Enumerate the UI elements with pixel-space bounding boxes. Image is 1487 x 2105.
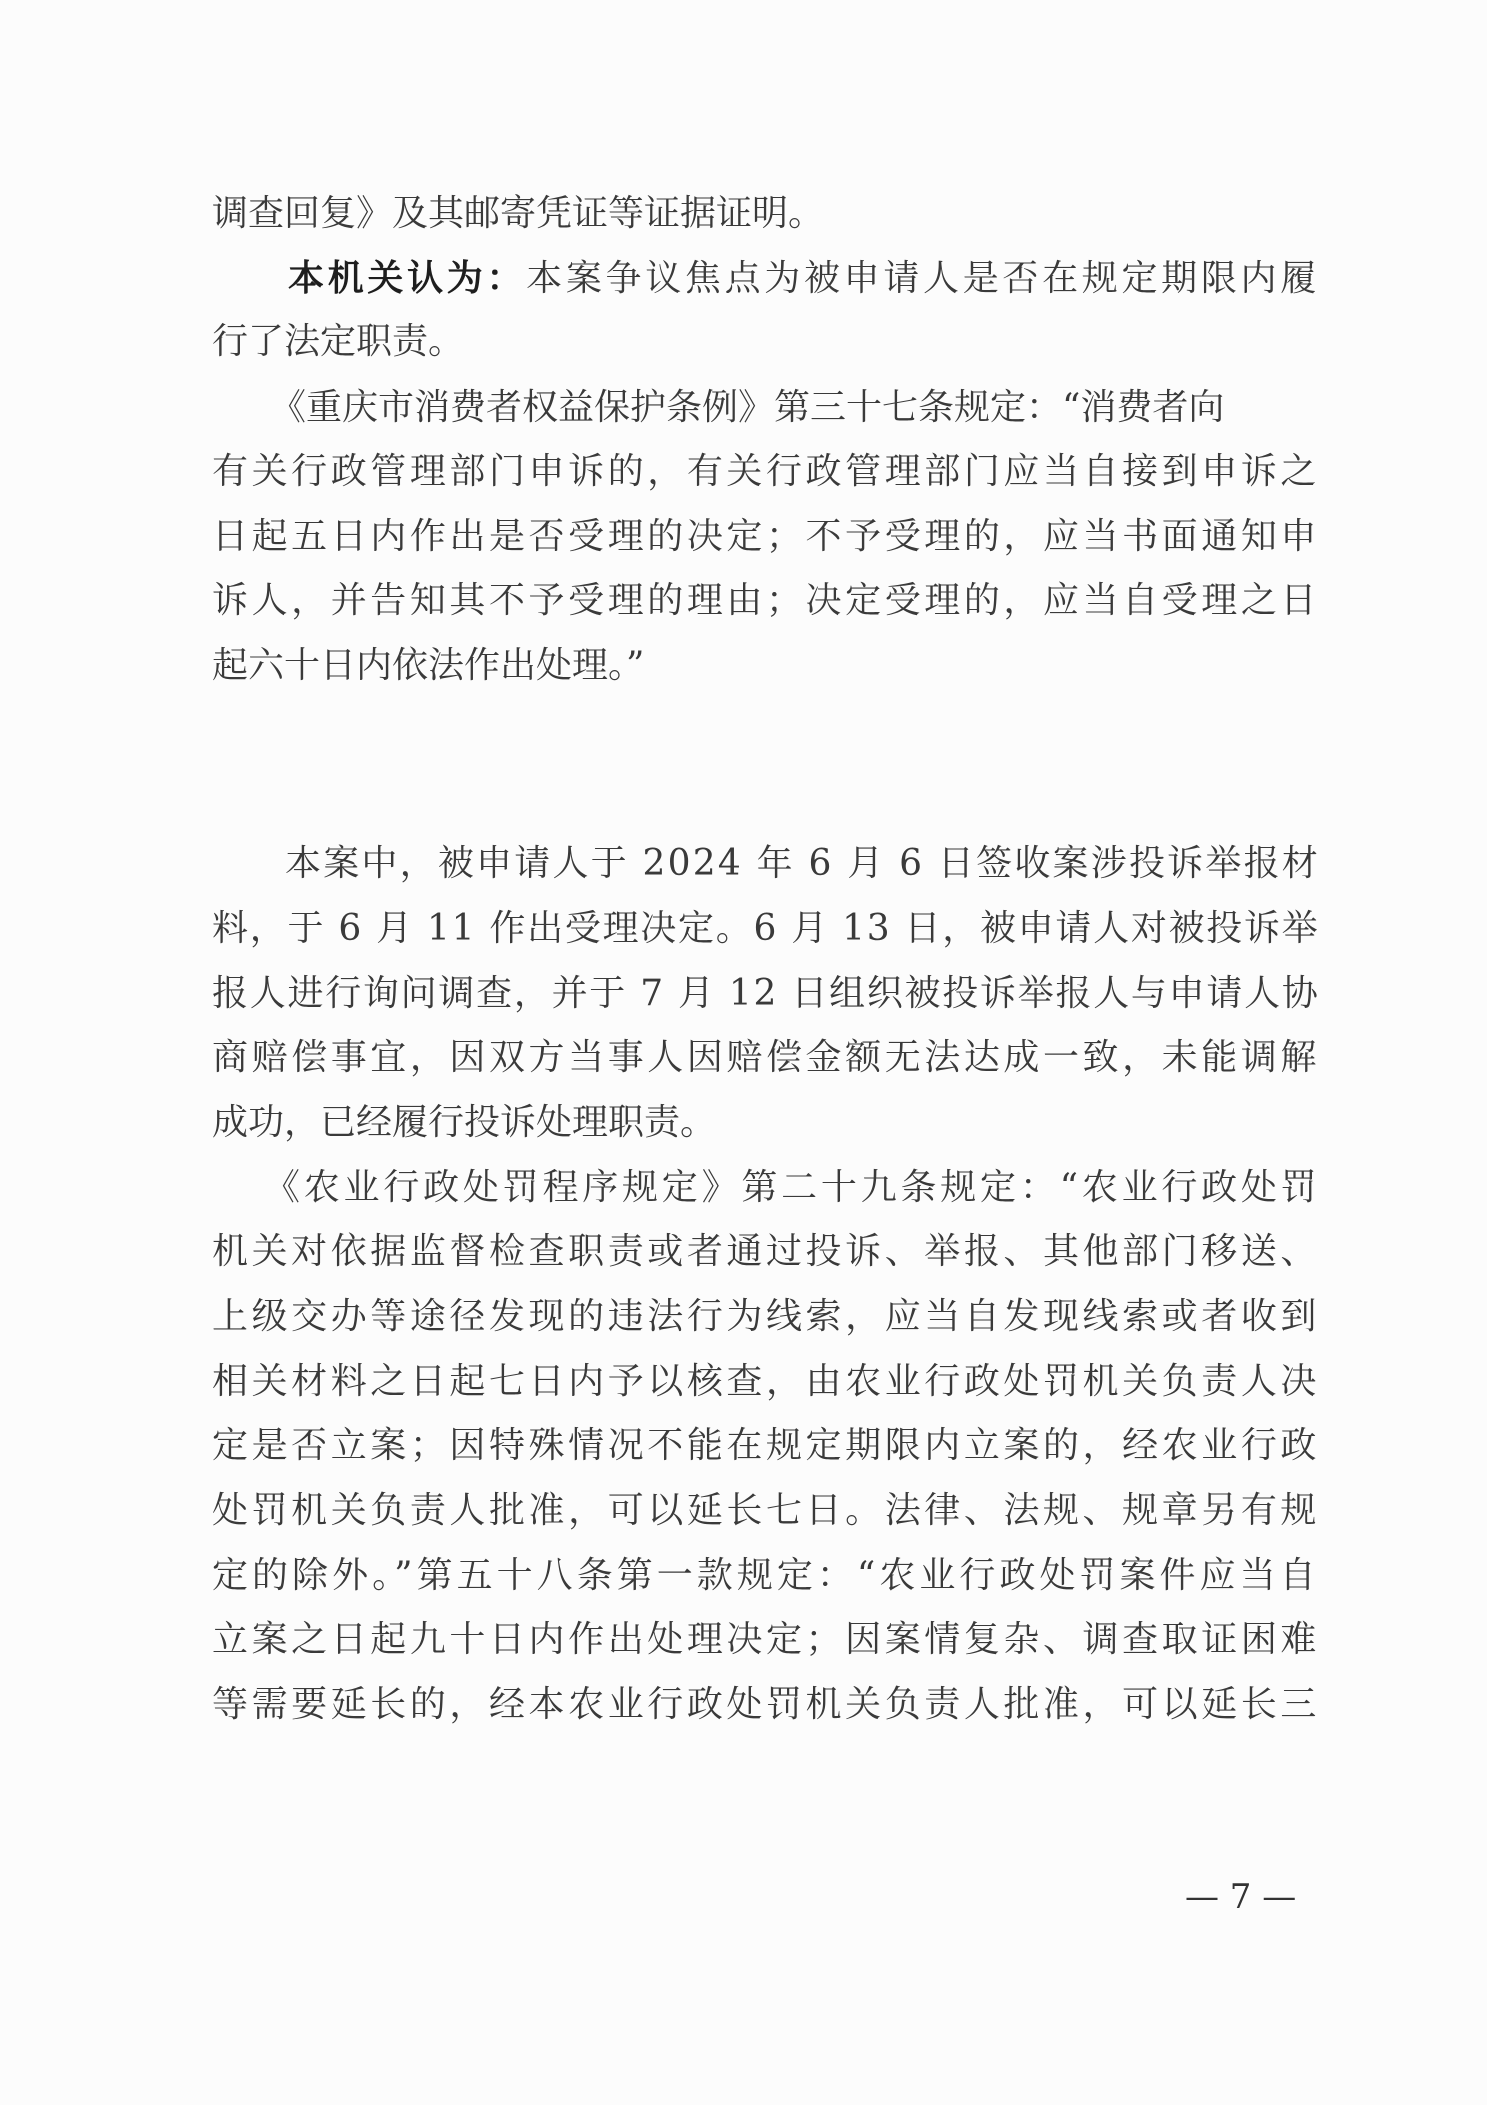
text-line-1: 调查回复》及其邮寄凭证等证据证明。 [212,193,825,234]
text-line-17: 相关材料之日起七日内予以核查，由农业行政处罚机关负责人决 [212,1361,1320,1402]
text-line-5: 有关行政管理部门申诉的，有关行政管理部门应当自接到申诉之 [212,451,1320,492]
text-line-19: 处罚机关负责人批准，可以延长七日。法律、法规、规章另有规 [212,1490,1320,1531]
text-line-12: 商赔偿事宜，因双方当事人因赔偿金额无法达成一致，未能调解 [212,1037,1320,1078]
text-line-8: 起六十日内依法作出处理。” [212,645,645,686]
text-line-18: 定是否立案；因特殊情况不能在规定期限内立案的，经农业行政 [212,1425,1320,1466]
text-line-21: 立案之日起九十日内作出处理决定；因案情复杂、调查取证困难 [212,1619,1320,1660]
text-line-11: 报人进行询问调查，并于 7 月 12 日组织被投诉举报人与申请人协 [212,973,1320,1014]
text-line-15: 机关对依据监督检查职责或者通过投诉、举报、其他部门移送、 [212,1231,1320,1272]
bold-heading-run: 本机关认为： [288,258,527,299]
text-line-10: 料，于 6 月 11 作出受理决定。6 月 13 日，被申请人对被投诉举 [212,908,1320,949]
text-line-9: 本案中，被申请人于 2024 年 6 月 6 日签收案涉投诉举报材 [285,843,1321,884]
text-line-2: 本机关认为：本案争议焦点为被申请人是否在规定期限内履 [288,258,1320,299]
text-line-13: 成功，已经履行投诉处理职责。 [212,1102,717,1143]
text-line-22: 等需要延长的，经本农业行政处罚机关负责人批准，可以延长三 [212,1684,1320,1725]
text-line-7: 诉人，并告知其不予受理的理由；决定受理的，应当自受理之日 [212,580,1320,621]
text-line-4: 《重庆市消费者权益保护条例》第三十七条规定：“消费者向 [270,387,1225,428]
text-line-3: 行了法定职责。 [212,321,465,362]
text-line-16: 上级交办等途径发现的违法行为线索，应当自发现线索或者收到 [212,1296,1320,1337]
page-number: — 7 — [1185,1877,1297,1917]
text-line-6: 日起五日内作出是否受理的决定；不予受理的，应当书面通知申 [212,516,1320,557]
text-line-14: 《农业行政处罚程序规定》第二十九条规定：“农业行政处罚 [264,1167,1321,1208]
text-line-20: 定的除外。”第五十八条第一款规定：“农业行政处罚案件应当自 [212,1555,1320,1596]
